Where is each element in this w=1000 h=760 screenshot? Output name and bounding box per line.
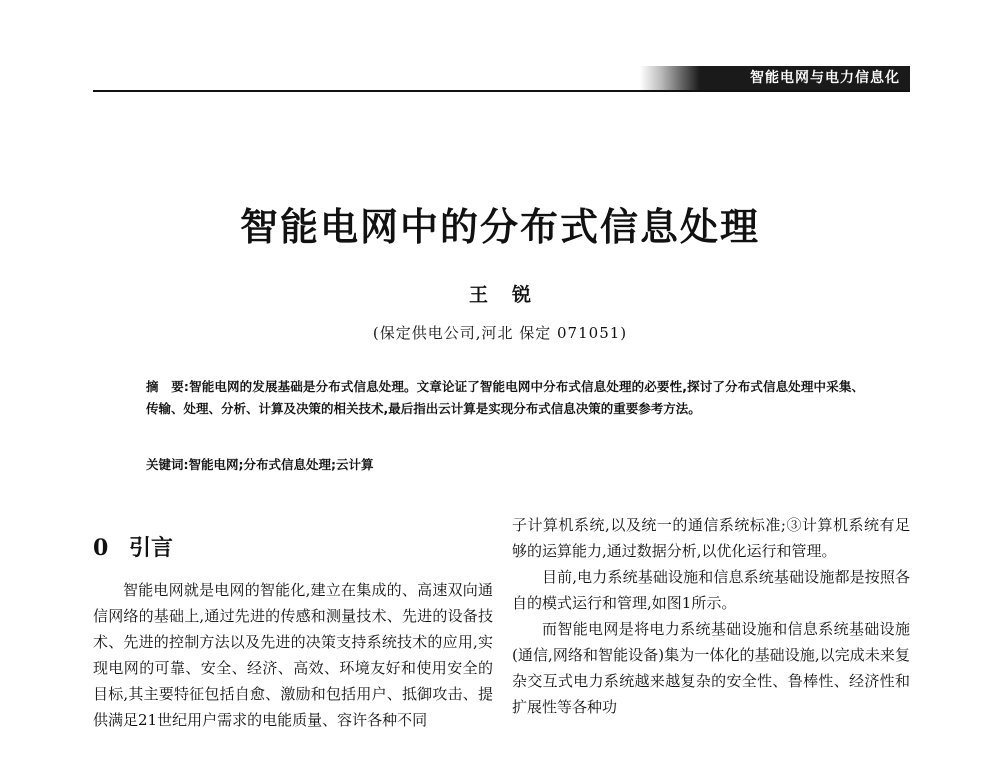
abstract-label: 摘 要: bbox=[146, 379, 189, 394]
body-column-right bbox=[512, 512, 910, 720]
keywords bbox=[146, 454, 864, 476]
brush-stroke-decoration bbox=[640, 66, 700, 90]
section-tag bbox=[640, 66, 910, 90]
article-title: 智能电网中的分布式信息处理 bbox=[239, 204, 760, 249]
body-paragraph: 目前,电力系统基础设施和信息系统基础设施都是按照各自的模式运行和管理,如图1所示。 bbox=[512, 568, 910, 612]
abstract bbox=[146, 376, 864, 420]
body-paragraph: 子计算机系统,以及统一的通信系统标准;③计算机系统有足够的运算能力,通过数据分析,以优化运行和管理。 bbox=[512, 516, 910, 560]
keywords-text: 智能电网;分布式信息处理;云计算 bbox=[188, 457, 374, 472]
abstract-text: 智能电网的发展基础是分布式信息处理。文章论证了智能电网中分布式信息处理的必要性,探讨了分布式信息处理中采集、传输、处理、分析、计算及决策的相关技术,最后指出云计算是实现分布式信息决策的重要参考方法。 bbox=[146, 379, 864, 416]
keywords-label: 关键词: bbox=[146, 457, 189, 472]
author-affiliation: (保定供电公司,河北 保定 071051) bbox=[372, 324, 628, 342]
body-column-left bbox=[93, 577, 493, 733]
section-heading bbox=[93, 531, 173, 562]
section-number: 0 bbox=[93, 535, 109, 561]
author-name: 王锐 bbox=[468, 284, 555, 306]
section-tag-text: 智能电网与电力信息化 bbox=[750, 70, 900, 86]
header-rule bbox=[93, 90, 910, 92]
section-title: 引言 bbox=[129, 535, 174, 561]
body-paragraph: 而智能电网是将电力系统基础设施和信息系统基础设施(通信,网络和智能设备)集为一体化的基础设施,以完成未来复杂交互式电力系统越来越复杂的安全性、鲁棒性、经济性和扩展性等各种功 bbox=[512, 620, 910, 716]
body-paragraph: 智能电网就是电网的智能化,建立在集成的、高速双向通信网络的基础上,通过先进的传感和测量技术、先进的设备技术、先进的控制方法以及先进的决策支持系统技术的应用,实现电网的可靠、安全、经济、高效、环境友好和使用安全的目标,其主要特征包括自愈、激励和包括用户、抵御攻击、提供满足21世纪用户需求的电能质量、容许各种不同 bbox=[93, 581, 493, 729]
